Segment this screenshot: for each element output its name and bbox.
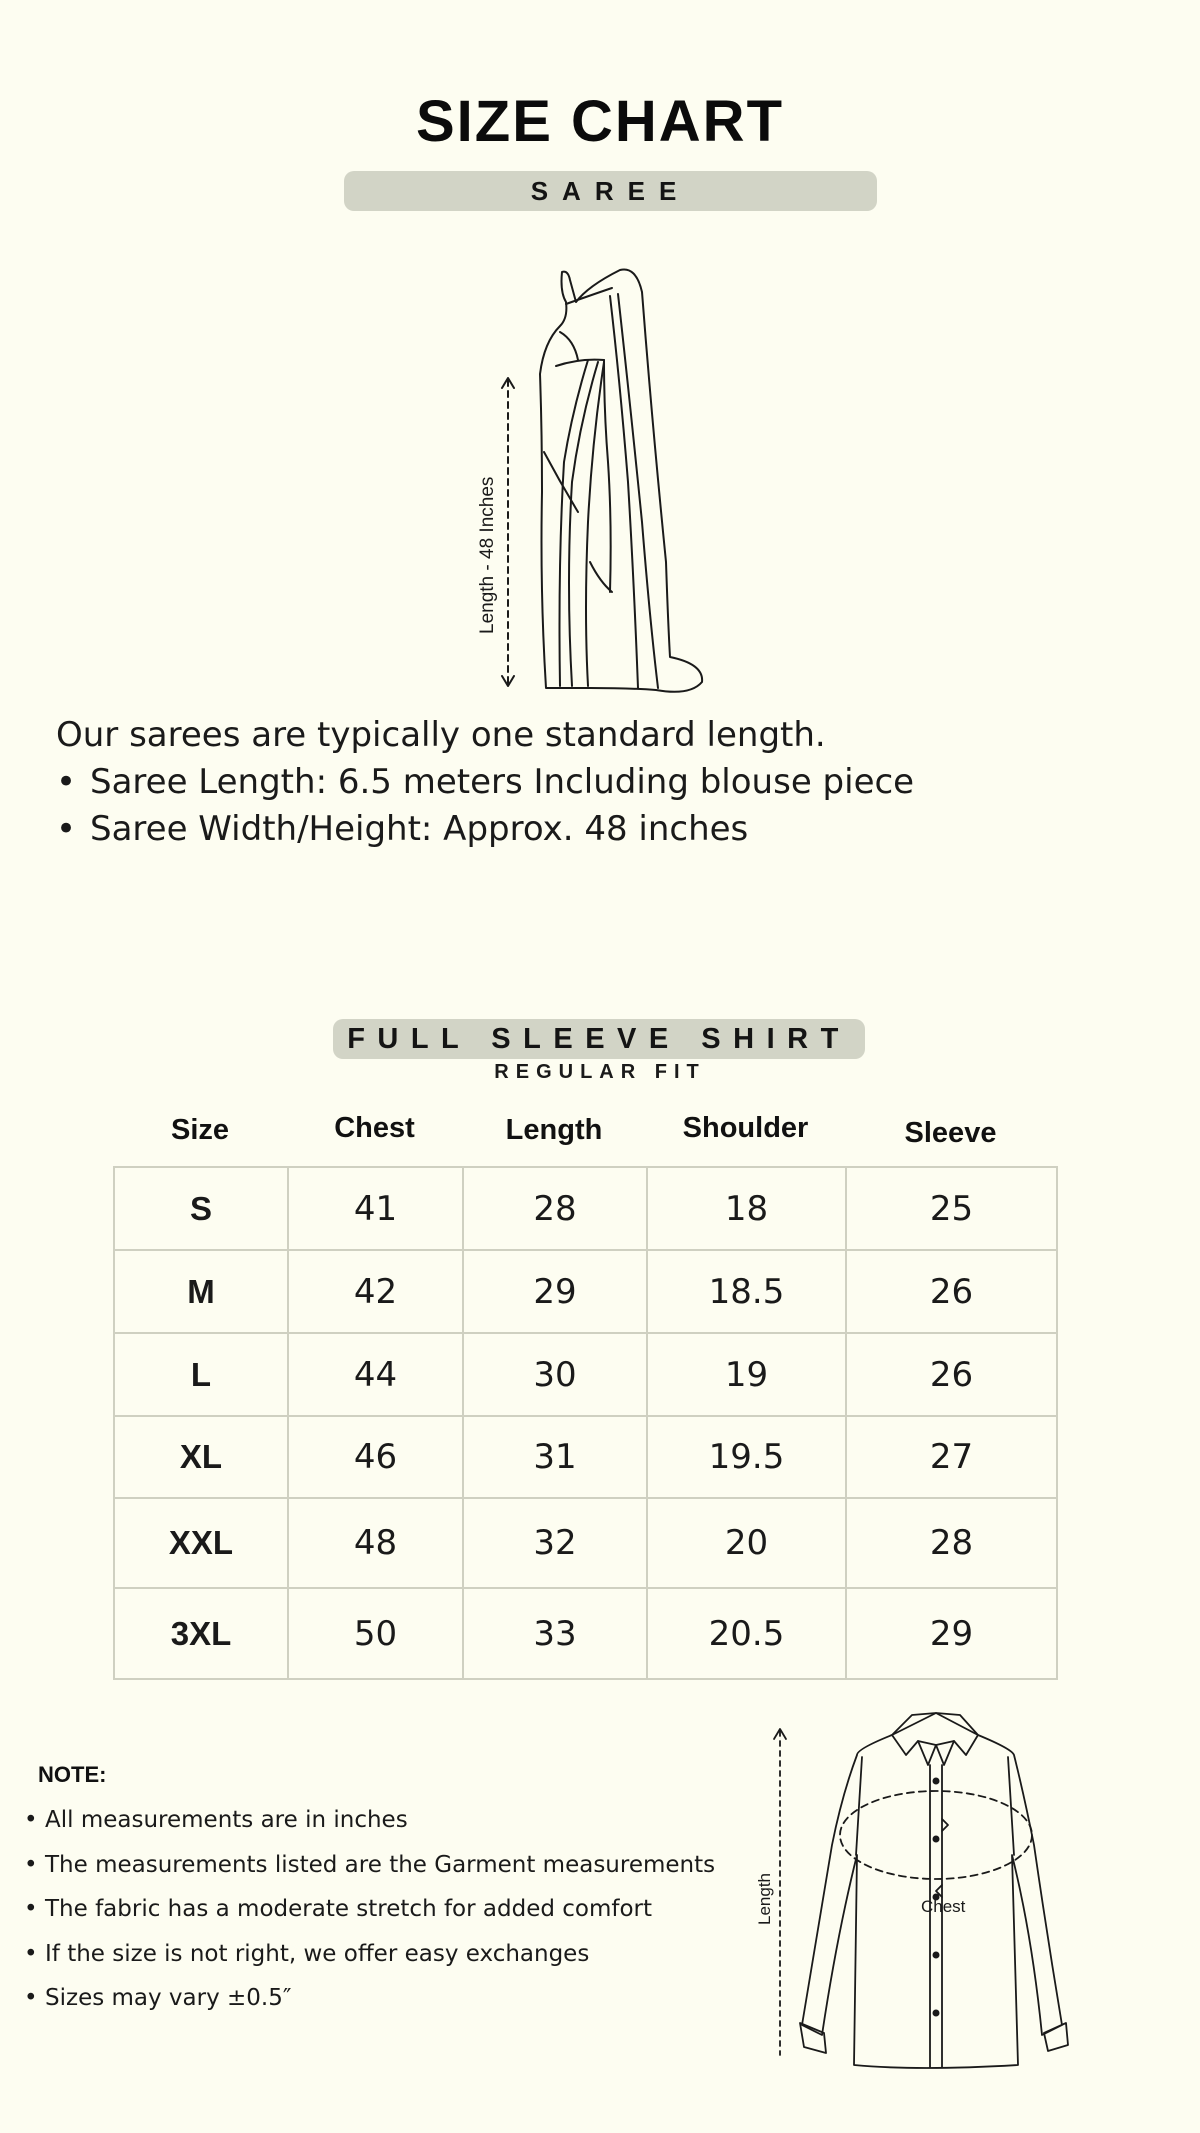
- table-row: [114, 1333, 1057, 1416]
- saree-bullet-text: Saree Length: 6.5 meters Including blouse piece: [90, 762, 915, 802]
- chest-cell: 50: [288, 1588, 463, 1679]
- table-row: [114, 1588, 1057, 1679]
- saree-figure-outline: [540, 269, 702, 691]
- table-row: [114, 1498, 1057, 1588]
- note-text: The measurements listed are the Garment measurements: [45, 1851, 716, 1878]
- notes-title: NOTE:: [38, 1762, 107, 1787]
- bullet-dot-icon: •: [24, 1807, 38, 1833]
- sleeve-cell: 26: [846, 1333, 1057, 1416]
- saree-section-label: SAREE: [344, 171, 877, 211]
- sleeve-cell: 27: [846, 1416, 1057, 1498]
- size-cell: XL: [114, 1416, 288, 1498]
- size-table-header: [113, 1112, 1056, 1162]
- saree-intro: Our sarees are typically one standard length.: [56, 715, 826, 755]
- sleeve-cell: 29: [846, 1588, 1057, 1679]
- note-text: If the size is not right, we offer easy exchanges: [45, 1940, 590, 1967]
- size-cell: XXL: [114, 1498, 288, 1588]
- column-header-length: Length: [505, 1114, 603, 1146]
- shirt-section-label: FULL SLEEVE SHIRT: [333, 1019, 865, 1059]
- chest-cell: 44: [288, 1333, 463, 1416]
- table-row: [114, 1416, 1057, 1498]
- shoulder-cell: 18.5: [647, 1250, 846, 1333]
- note-text: All measurements are in inches: [45, 1807, 408, 1833]
- chest-cell: 41: [288, 1167, 463, 1250]
- shoulder-cell: 19.5: [647, 1416, 846, 1498]
- length-cell: 33: [463, 1588, 647, 1679]
- list-item: [24, 1976, 715, 2021]
- list-item: [24, 1798, 715, 1843]
- bullet-dot-icon: •: [24, 1985, 38, 2012]
- saree-illustration: [460, 262, 720, 698]
- size-cell: 3XL: [114, 1588, 288, 1679]
- saree-length-label: Length - 48 Inches: [477, 476, 498, 634]
- table-row: [114, 1250, 1057, 1333]
- shoulder-cell: 20.5: [647, 1588, 846, 1679]
- note-text: The fabric has a moderate stretch for added comfort: [45, 1896, 653, 1923]
- saree-bullet-item: [56, 759, 914, 806]
- shoulder-cell: 19: [647, 1333, 846, 1416]
- shoulder-cell: 18: [647, 1167, 846, 1250]
- length-cell: 29: [463, 1250, 647, 1333]
- chest-cell: 46: [288, 1416, 463, 1498]
- sleeve-cell: 26: [846, 1250, 1057, 1333]
- column-header-chest: Chest: [334, 1112, 415, 1144]
- shirt-illustration: [742, 1705, 1172, 2075]
- sleeve-cell: 28: [846, 1498, 1057, 1588]
- length-cell: 30: [463, 1333, 647, 1416]
- length-cell: 28: [463, 1167, 647, 1250]
- shoulder-cell: 20: [647, 1498, 846, 1588]
- column-header-size: Size: [170, 1114, 230, 1146]
- size-table: [113, 1166, 1058, 1680]
- list-item: [24, 1932, 715, 1977]
- bullet-dot-icon: •: [24, 1940, 38, 1967]
- note-text: Sizes may vary ±0.5″: [45, 1985, 292, 2012]
- size-cell: L: [114, 1333, 288, 1416]
- list-item: [24, 1843, 715, 1888]
- table-row: [114, 1167, 1057, 1250]
- bullet-dot-icon: •: [56, 809, 77, 849]
- notes-section: [24, 1762, 715, 2021]
- bullet-dot-icon: •: [56, 762, 77, 802]
- length-cell: 31: [463, 1416, 647, 1498]
- column-header-sleeve: Sleeve: [904, 1117, 997, 1149]
- shirt-fit-label: REGULAR FIT: [494, 1061, 706, 1083]
- bullet-dot-icon: •: [24, 1896, 38, 1923]
- sleeve-cell: 25: [846, 1167, 1057, 1250]
- saree-bullet-item: [56, 806, 914, 853]
- size-cell: M: [114, 1250, 288, 1333]
- bullet-dot-icon: •: [24, 1851, 38, 1878]
- shirt-chest-label: Chest: [921, 1897, 966, 1916]
- length-cell: 32: [463, 1498, 647, 1588]
- shirt-length-arrow: [774, 1729, 786, 2055]
- list-item: [24, 1887, 715, 1932]
- shirt-length-label: Length: [755, 1873, 774, 1925]
- saree-description: [56, 712, 914, 853]
- column-header-shoulder: Shoulder: [682, 1112, 809, 1144]
- notes-list: [24, 1798, 715, 2021]
- chest-cell: 42: [288, 1250, 463, 1333]
- saree-bullet-text: Saree Width/Height: Approx. 48 inches: [90, 809, 749, 849]
- chest-cell: 48: [288, 1498, 463, 1588]
- size-cell: S: [114, 1167, 288, 1250]
- saree-length-arrow: [502, 378, 514, 686]
- page-title: SIZE CHART: [416, 89, 784, 154]
